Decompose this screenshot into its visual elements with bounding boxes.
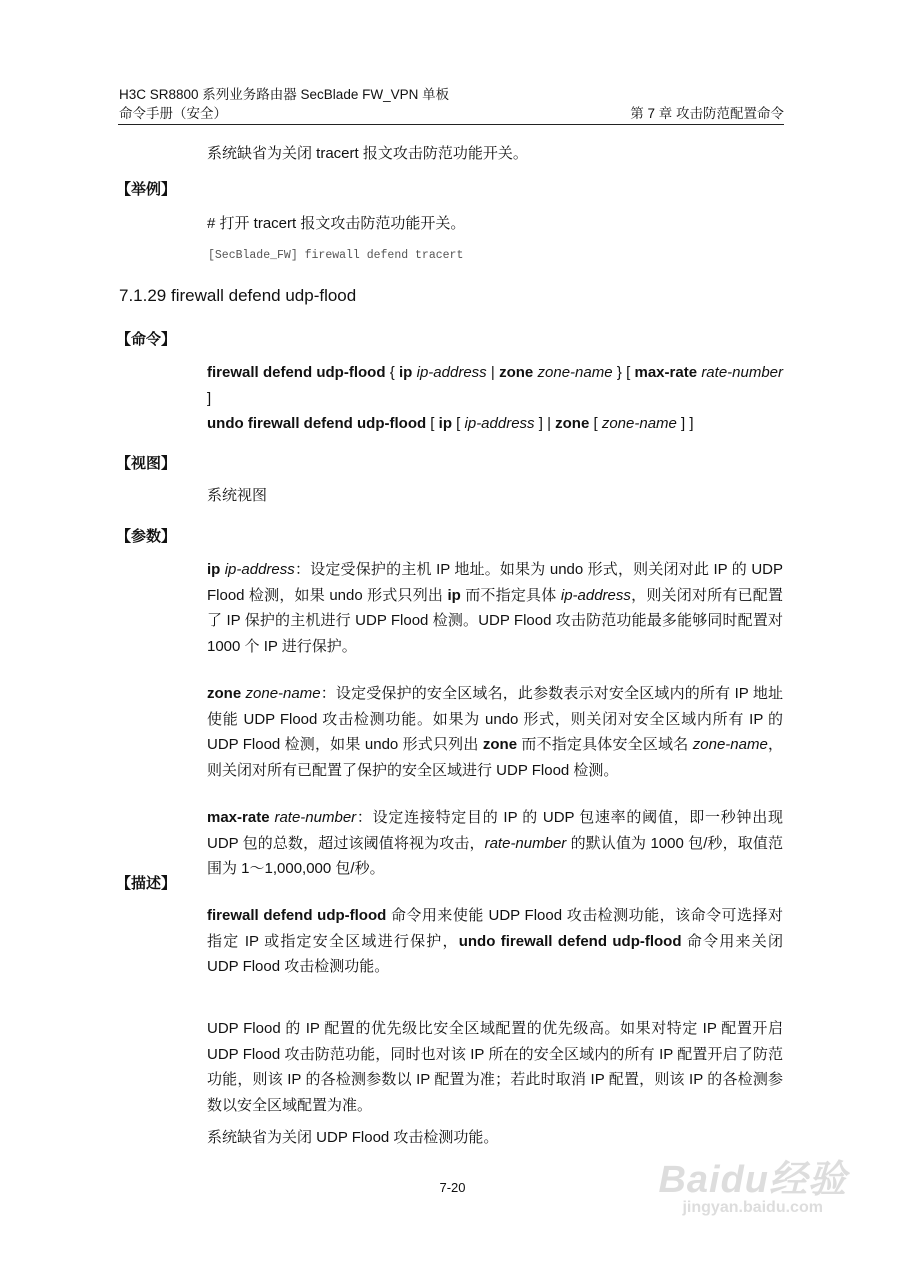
keyword: ip [399, 364, 413, 381]
keyword: undo firewall defend udp-flood [458, 932, 682, 950]
code-example: [SecBlade_FW] firewall defend tracert [208, 249, 464, 262]
section-label: 【视图】 [116, 455, 177, 472]
keyword: max-rate [634, 364, 698, 381]
paragraph [207, 557, 783, 659]
text: 系统缺省为关闭 tracert 报文攻击防范功能开关。 [207, 145, 528, 162]
paragraph [207, 681, 783, 783]
paragraph [207, 805, 783, 882]
text: [ [426, 415, 439, 432]
header-manual-name: 命令手册（安全） [119, 106, 227, 121]
watermark-url: jingyan.baidu.com [682, 1199, 823, 1216]
keyword: max-rate [207, 809, 270, 826]
text: [ [589, 415, 602, 432]
text: ：设定连接特定目的 IP 的 UDP 包速率的阈值，即一秒钟出现 UDP 包的总数，超过该阈值将视为攻击， [207, 809, 783, 852]
paragraph [207, 211, 783, 237]
paragraph [207, 1016, 783, 1118]
text: 系统视图 [207, 487, 268, 504]
section-label: 【描述】 [116, 875, 177, 892]
text: ，则关闭对所有已配置了保护的安全区域进行 UDP Flood 检测。 [207, 736, 783, 779]
page-number: 7-20 [439, 1180, 466, 1195]
parameter: zone-name [601, 415, 677, 432]
text: ：设定受保护的主机 IP 地址。如果为 undo 形式，则关闭对此 IP 的 UDP Flood 检测，如果 undo 形式只列出 [207, 561, 783, 604]
text: 系统缺省为关闭 UDP Flood 攻击检测功能。 [207, 1129, 499, 1146]
header-chapter: 第 7 章 攻击防范配置命令 [630, 106, 784, 121]
section-heading: 7.1.29 firewall defend udp-flood [119, 286, 357, 305]
keyword: ip [447, 586, 461, 604]
section-label: 【参数】 [116, 528, 177, 545]
paragraph [207, 903, 783, 980]
text: | [486, 364, 500, 381]
baidu-watermark [658, 1148, 847, 1217]
paragraph [207, 411, 783, 437]
parameter: rate-number [701, 364, 784, 381]
section-label: 【举例】 [116, 181, 177, 198]
paragraph [207, 1125, 783, 1151]
parameter: rate-number [484, 834, 567, 852]
keyword: zone [555, 415, 590, 432]
text: ] | [534, 415, 556, 432]
paragraph [207, 483, 783, 509]
parameter: zone-name [537, 364, 613, 381]
keyword: firewall defend udp-flood [207, 907, 387, 924]
parameter: zone-name [692, 736, 768, 753]
parameter: ip-address [416, 364, 487, 381]
parameter: rate-number [274, 809, 357, 826]
text: # 打开 tracert 报文攻击防范功能开关。 [207, 215, 466, 232]
paragraph [207, 360, 783, 411]
text: 命令用来使能 UDP Flood 攻击检测功能，该命令可选择对指定 IP 或指定安全区域进行保护， [207, 907, 784, 950]
header-rule [118, 124, 784, 125]
keyword: ip [207, 561, 221, 578]
section-label: 【命令】 [116, 331, 177, 348]
text: ，则关闭对所有已配置了 IP 保护的主机进行 UDP Flood 检测。UDP Flood 攻击防范功能最多能够同时配置对 1000 个 IP 进行保护。 [207, 586, 783, 655]
text: 而不指定具体 [460, 586, 561, 604]
parameter: zone-name [245, 685, 321, 702]
parameter: ip-address [560, 586, 631, 604]
paragraph [207, 141, 783, 167]
keyword: firewall defend udp-flood [207, 364, 386, 381]
text: [ [452, 415, 465, 432]
text: 而不指定具体安全区域名 [517, 736, 693, 753]
keyword: ip [438, 415, 452, 432]
text: { [385, 364, 400, 381]
parameter: ip-address [464, 415, 535, 432]
watermark-logo: Baidu经验 [658, 1159, 847, 1201]
text: ] ] [676, 415, 694, 432]
text: UDP Flood 的 IP 配置的优先级比安全区域配置的优先级高。如果对特定 IP 配置开启 UDP Flood 攻击防范功能，同时也对该 IP 所在的安全区域内的所有 IP 配置开启了防范功能，则该 IP 的各检测参数以 IP 配置为准；若此时取消 IP 配置，则该 IP 的各检测参数以安全区域配置为准。 [207, 1020, 783, 1114]
parameter: ip-address [224, 561, 295, 578]
text: } [ [612, 364, 635, 381]
header-doc-title: H3C SR8800 系列业务路由器 SecBlade FW_VPN 单板 [119, 87, 450, 102]
keyword: zone [482, 736, 518, 753]
text: ] [207, 389, 212, 407]
text: 命令用来关闭 UDP Flood 攻击检测功能。 [207, 932, 783, 975]
keyword: zone [207, 685, 242, 702]
keyword: undo firewall defend udp-flood [207, 415, 427, 432]
text: 的默认值为 1000 包/秒，取值范围为 1～1,000,000 包/秒。 [207, 834, 783, 877]
keyword: zone [499, 364, 534, 381]
text: ：设定受保护的安全区域名，此参数表示对安全区域内的所有 IP 地址使能 UDP Flood 攻击检测功能。如果为 undo 形式，则关闭对安全区域内所有 IP 的 UDP Flood 检测，如果 undo 形式只列出 [207, 685, 783, 753]
